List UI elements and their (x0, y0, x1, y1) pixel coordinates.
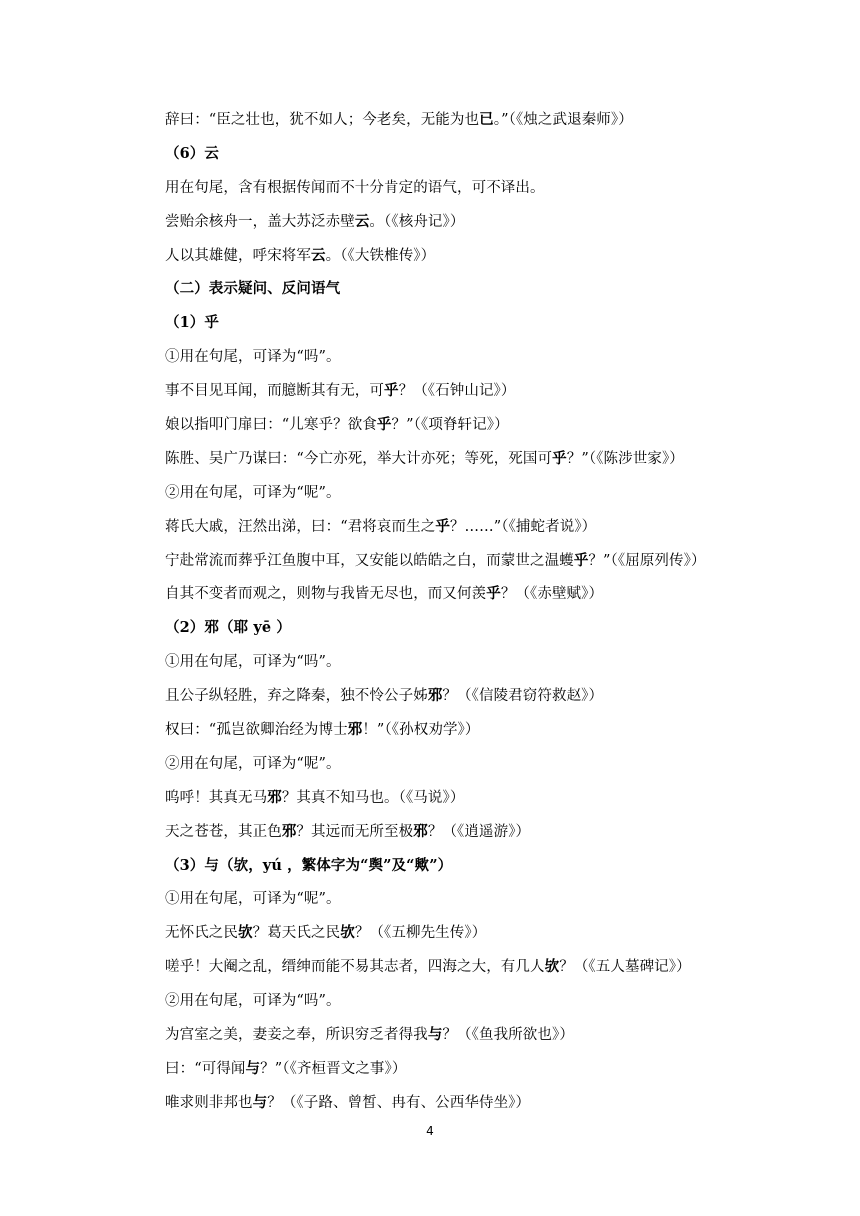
text-line (165, 549, 765, 583)
text-segment: ？其远而无所至极 (296, 823, 414, 840)
text-line (165, 887, 765, 921)
text-segment: ①用在句尾，可译为“吗”。 (165, 349, 341, 366)
text-segment: ？（《赤壁赋》） (500, 586, 604, 603)
text-segment: ？”（《屈原列传》） (588, 552, 706, 569)
text-segment: 。（《大铁椎传》） (325, 247, 436, 264)
text-segment: 辞曰：“臣之壮也，犹不如人；今老矣，无能为也 (165, 112, 480, 128)
text-segment: ①用在句尾，可译为“呢”。 (165, 891, 341, 908)
text-segment: 用在句尾，含有根据传闻而不十分肯定的语气，可不译出。 (165, 179, 545, 196)
text-segment: 尝贻余核舟一，盖大苏泛赤壁 (165, 213, 355, 230)
text-segment: 事不目见耳闻，而臆断其有无，可 (165, 383, 384, 400)
text-segment: ？（《五柳先生传》） (354, 925, 487, 942)
text-line (165, 379, 765, 413)
text-segment: ？葛天氏之民 (252, 925, 341, 942)
text-segment: ？（《石钟山记》） (398, 383, 516, 400)
text-line (165, 718, 765, 752)
text-segment: ？……”（《捕蛇者说》） (449, 518, 597, 535)
emphasized-particle: 乎 (552, 449, 567, 467)
text-line (165, 515, 765, 549)
text-line (165, 1091, 765, 1125)
text-line (165, 244, 765, 278)
text-segment: 权曰：“孤岂欲卿治经为博士 (165, 722, 348, 739)
text-line (165, 1023, 765, 1057)
emphasized-particle: 乎 (376, 416, 392, 434)
text-line (165, 752, 765, 786)
text-segment: ？（《子路、曾皙、冉有、公西华侍坐》） (267, 1094, 531, 1111)
text-segment: 陈胜、吴广乃谋曰：“今亡亦死，举大计亦死；等死，死国可 (165, 450, 553, 467)
text-line (165, 650, 765, 684)
emphasized-particle: 与 (245, 1059, 261, 1077)
text-line (165, 447, 765, 481)
text-line (165, 345, 765, 379)
document-body (165, 108, 765, 1125)
section-heading (165, 854, 765, 888)
text-segment: ？（《逍遥游》） (427, 823, 531, 840)
text-line (165, 481, 765, 515)
text-segment: ①用在句尾，可译为“吗”。 (165, 654, 341, 671)
emphasized-particle: 邪 (281, 822, 297, 840)
text-segment: 蒋氏大戚，汪然出涕，曰：“君将哀而生之 (165, 518, 436, 535)
text-segment: ？”（《项脊轩记》） (391, 417, 509, 434)
text-segment: 。（《核舟记》） (369, 213, 465, 230)
emphasized-particle: 云 (354, 212, 370, 230)
emphasized-particle: 邪 (347, 721, 363, 739)
text-segment: （3）与（欤，yú ，繁体字为“舆”及“歟”） (165, 856, 453, 874)
text-line (165, 921, 765, 955)
text-line (165, 786, 765, 820)
text-segment: ？其真不知马也。（《马说》） (281, 789, 465, 806)
text-line (165, 413, 765, 447)
text-segment: 。”（《烛之武退秦师》） (493, 112, 633, 128)
text-segment: （二）表示疑问、反问语气 (165, 280, 341, 298)
text-segment: 呜呼！其真无马 (165, 789, 268, 806)
emphasized-particle: 邪 (267, 788, 282, 806)
emphasized-particle: 已 (479, 111, 494, 128)
text-segment: ②用在句尾，可译为“吗”。 (165, 993, 341, 1010)
emphasized-particle: 乎 (573, 551, 589, 569)
emphasized-particle: 乎 (435, 517, 450, 535)
text-line (165, 108, 765, 142)
text-segment: （1）乎 (165, 314, 219, 332)
text-segment: ？（《信陵君窃符救赵》） (442, 688, 604, 705)
text-segment: 娘以指叩门扉曰：“儿寒乎？欲食 (165, 417, 377, 434)
text-segment: ？”（《陈涉世家》） (566, 450, 684, 467)
emphasized-particle: 欤 (340, 924, 355, 942)
text-segment: ？（《鱼我所欲也》） (442, 1027, 574, 1044)
emphasized-particle: 欤 (544, 958, 560, 976)
emphasized-particle: 欤 (238, 924, 253, 942)
text-line (165, 582, 765, 616)
text-segment: ？”（《齐桓晋文之事》） (260, 1060, 407, 1077)
section-heading (165, 311, 765, 345)
text-line (165, 210, 765, 244)
text-line (165, 1057, 765, 1091)
text-line (165, 955, 765, 989)
emphasized-particle: 与 (427, 1026, 443, 1044)
text-segment: （2）邪（耶 yē ） (165, 619, 291, 637)
emphasized-particle: 邪 (427, 687, 443, 705)
text-segment: 自其不变者而观之，则物与我皆无尽也，而又何羡 (165, 586, 487, 603)
text-segment: 天之苍苍，其正色 (165, 823, 282, 840)
text-segment: 且公子纵轻胜，弃之降秦，独不怜公子姊 (165, 688, 428, 705)
text-line (165, 820, 765, 854)
text-segment: 嗟乎！大阉之乱，缙绅而能不易其志者，四海之大，有几人 (165, 959, 545, 976)
text-line (165, 684, 765, 718)
emphasized-particle: 与 (252, 1093, 268, 1111)
section-heading (165, 277, 765, 311)
page-number: 4 (426, 1124, 434, 1138)
text-segment: （6）云 (165, 144, 219, 162)
text-segment: 唯求则非邦也 (165, 1094, 253, 1111)
text-segment: ②用在句尾，可译为“呢”。 (165, 755, 341, 772)
text-segment: 为宫室之美，妻妾之奉，所识穷乏者得我 (165, 1027, 428, 1044)
text-segment: 宁赴常流而葬乎江鱼腹中耳，又安能以皓皓之白，而蒙世之温蠖 (165, 552, 574, 569)
emphasized-particle: 乎 (486, 585, 501, 603)
emphasized-particle: 云 (311, 246, 326, 264)
section-heading (165, 616, 765, 650)
text-segment: ！”（《孙权劝学》） (362, 722, 480, 739)
text-segment: ②用在句尾，可译为“呢”。 (165, 484, 341, 501)
emphasized-particle: 乎 (384, 382, 399, 400)
text-segment: 人以其雄健，呼宋将军 (165, 247, 311, 264)
section-heading (165, 142, 765, 176)
emphasized-particle: 邪 (413, 822, 428, 840)
text-line (165, 176, 765, 210)
text-segment: 曰：“可得闻 (165, 1060, 246, 1077)
text-segment: 无怀氏之民 (165, 925, 238, 942)
text-line (165, 989, 765, 1023)
text-segment: ？（《五人墓碑记》） (559, 959, 691, 976)
